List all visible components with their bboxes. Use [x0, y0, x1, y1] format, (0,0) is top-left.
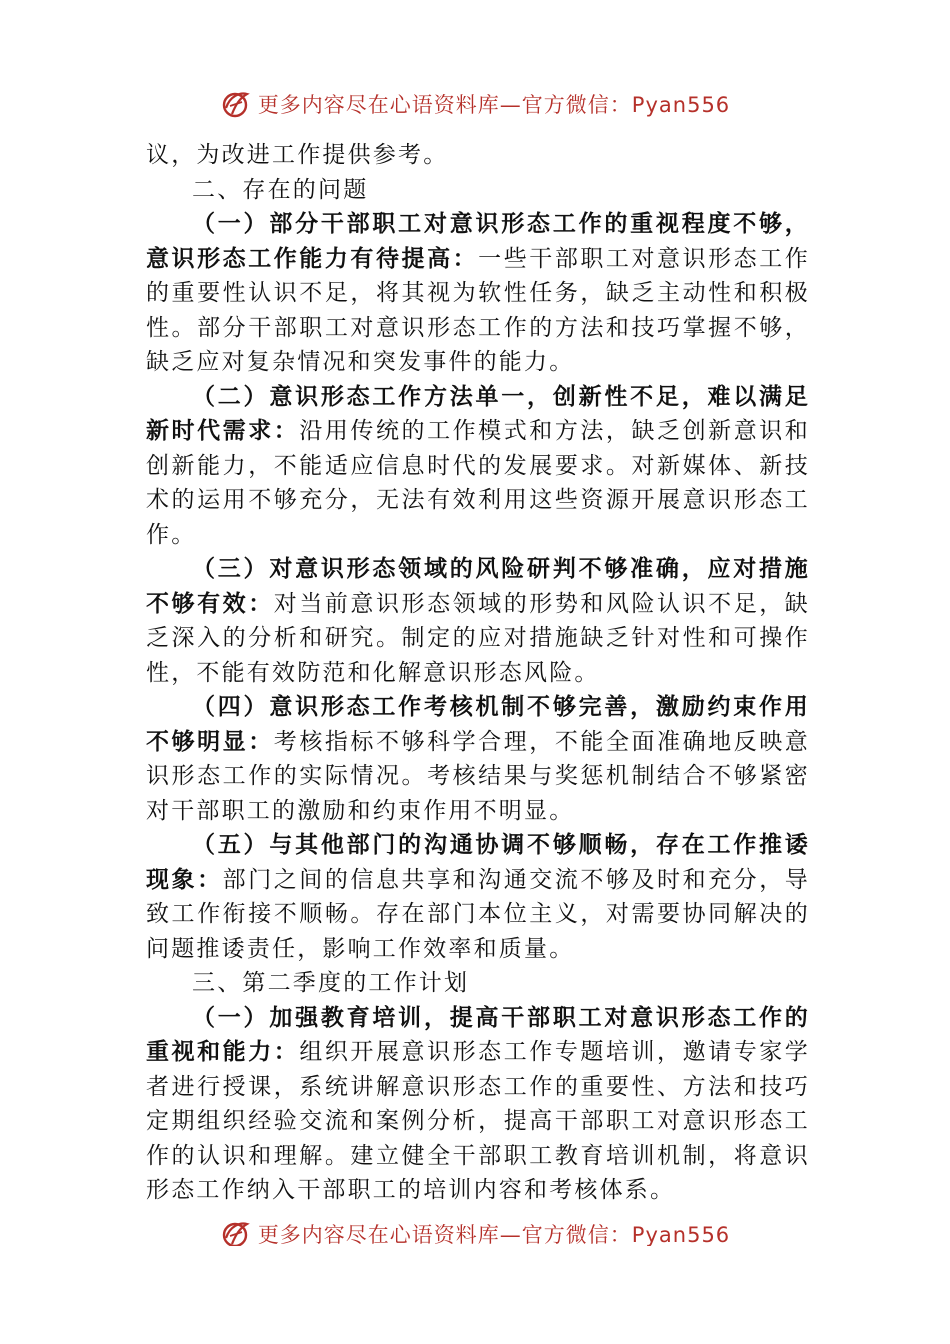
section-heading-problems: 二、存在的问题 — [192, 176, 369, 203]
issue-body-1: 一些干部职工对意识形态工作的重要性认识不足，将其视为软性任务，缺乏主动性和积极性。部分干部职工对意识形态工作的方法和技巧掌握不够，缺乏应对复杂情况和突发事件的能力。 — [146, 245, 810, 375]
issue-title-3: （三）对意识形态领域的风险研判不够准确，应对措施不够有效： — [146, 555, 810, 617]
issue-title-4: （四）意识形态工作考核机制不够完善，激励约束作用不够明显： — [146, 693, 810, 755]
paragraph-continuation: 议，为改进工作提供参考。 — [146, 142, 449, 168]
footer-banner — [0, 1210, 950, 1246]
issue-body-4: 考核指标不够科学合理，不能全面准确地反映意识形态工作的实际情况。考核结果与奖惩机制结合不够紧密对干部职工的激励和约束作用不明显。 — [146, 728, 811, 824]
issue-title-1: （一）部分干部职工对意识形态工作的重视程度不够，意识形态工作能力有待提高： — [146, 210, 810, 272]
plan-paragraph-1 — [146, 1001, 810, 1208]
banner-text: 更多内容尽在心语资料库—官方微信：Pyan556 — [257, 93, 731, 117]
issue-body-2: 沿用传统的工作模式和方法，缺乏创新意识和创新能力，不能适应信息时代的发展要求。对新媒体、新技术的运用不够充分，无法有效利用这些资源开展意识形态工作。 — [146, 418, 810, 548]
banner-text: 更多内容尽在心语资料库—官方微信：Pyan556 — [257, 1223, 731, 1246]
issue-title-5: （五）与其他部门的沟通协调不够顺畅，存在工作推诿现象： — [146, 831, 810, 893]
issue-paragraph-2 — [146, 380, 810, 553]
issue-body-3: 对当前意识形态领域的形势和风险认识不足，缺乏深入的分析和研究。制定的应对措施缺乏针对性和可操作性，不能有效防范和化解意识形态风险。 — [146, 590, 811, 686]
signature-logo-icon — [220, 88, 252, 120]
header-banner — [0, 86, 950, 122]
issue-body-5: 部门之间的信息共享和沟通交流不够及时和充分，导致工作衔接不顺畅。存在部门本位主义，对需要协同解决的问题推诿责任，影响工作效率和质量。 — [146, 866, 810, 962]
document-body — [146, 138, 810, 1208]
issue-paragraph-4 — [146, 690, 810, 828]
section-heading-plan: 三、第二季度的工作计划 — [192, 970, 470, 996]
plan-body-1: 组织开展意识形态工作专题培训，邀请专家学者进行授课，系统讲解意识形态工作的重要性、方法和技巧定期组织经验交流和案例分析，提高干部职工对意识形态工作的认识和理解。建立健全干部职工教育培训机制，将意识形态工作纳入干部职工的培训内容和考核体系。 — [146, 1039, 810, 1203]
plan-title-1: （一）加强教育培训，提高干部职工对意识形态工作的重视和能力： — [146, 1003, 810, 1065]
issue-paragraph-3 — [146, 552, 810, 690]
issue-paragraph-1 — [146, 207, 810, 380]
signature-logo-icon — [220, 1218, 252, 1246]
issue-title-2: （二）意识形态工作方法单一，创新性不足，难以满足新时代需求： — [146, 382, 810, 444]
issue-paragraph-5 — [146, 828, 810, 966]
